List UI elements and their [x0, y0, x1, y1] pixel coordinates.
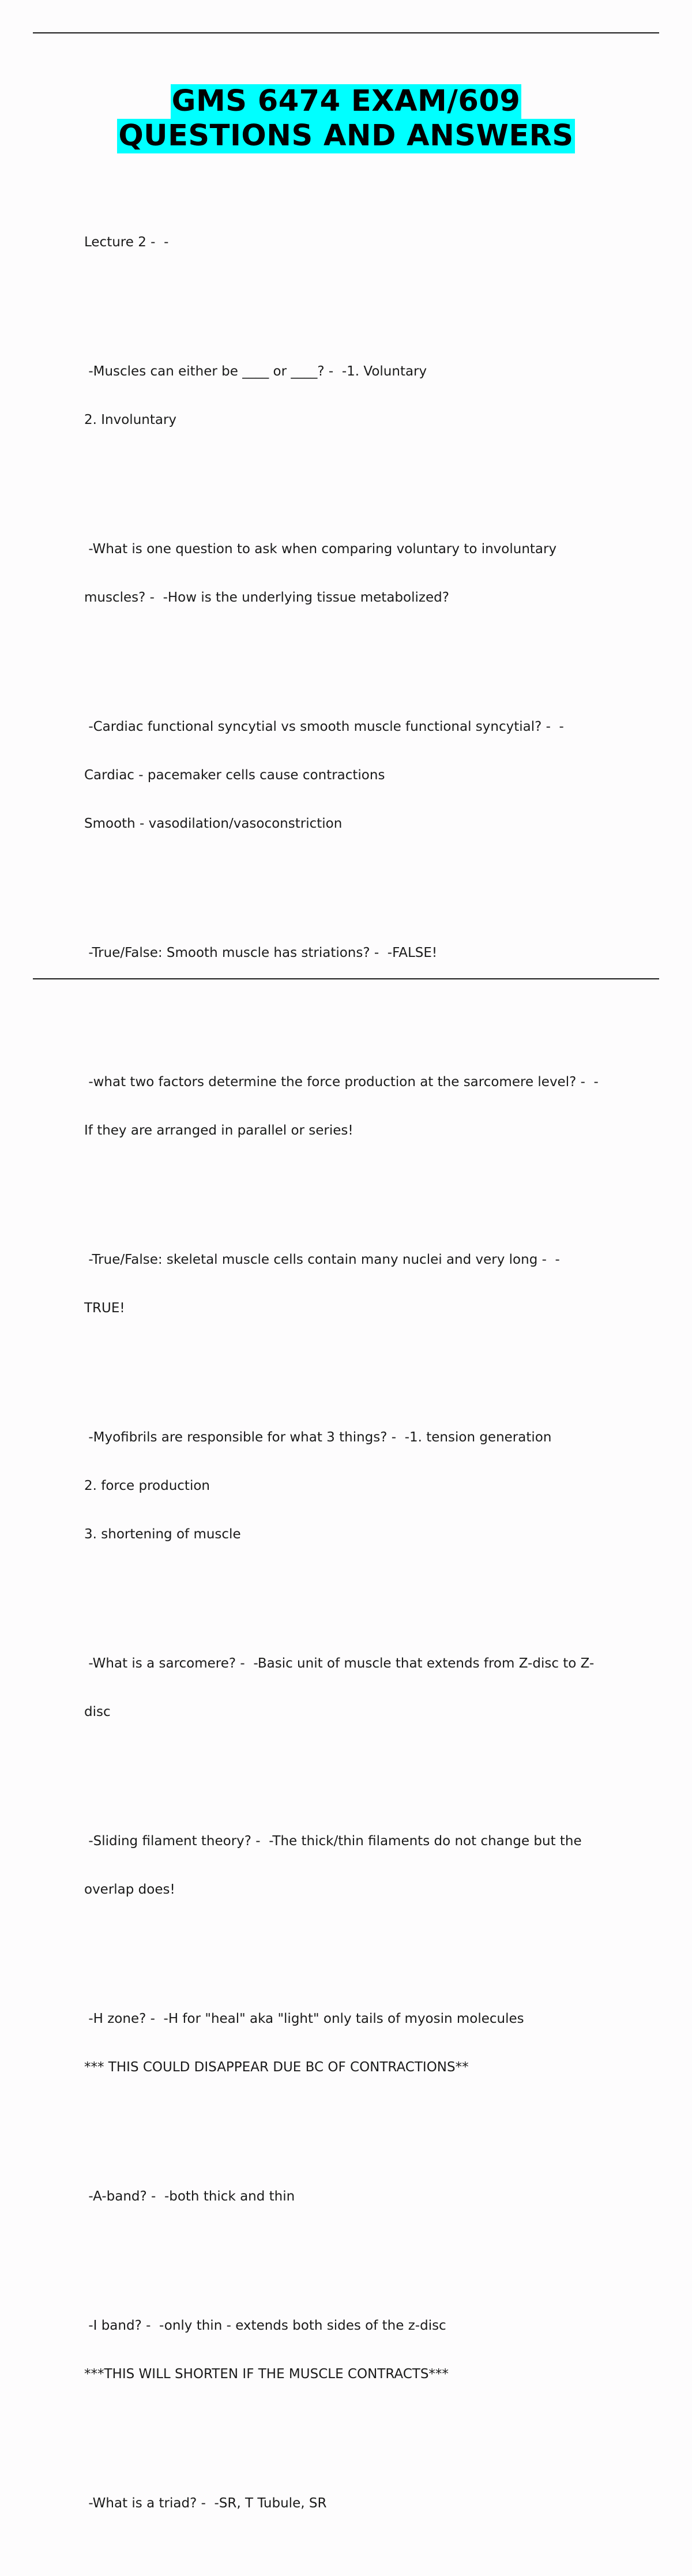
qa-item	[84, 1219, 638, 1349]
qa-item	[84, 1978, 638, 2108]
bottom-rule	[33, 978, 659, 979]
text-line: -Sliding filament theory? - -The thick/thin filaments do not change but the	[84, 1834, 582, 1849]
text-line: disc	[84, 1704, 111, 1719]
qa-item	[84, 331, 638, 460]
text-line: -Myofibrils are responsible for what 3 things? - -1. tension generation	[84, 1430, 552, 1445]
text-line: Smooth - vasodilation/vasoconstriction	[84, 816, 343, 831]
title-line-1: GMS 6474 EXAM/609	[171, 84, 521, 118]
text-line: Lecture 2 - -	[84, 235, 169, 250]
text-line: -what two factors determine the force production at the sarcomere level? - -	[84, 1075, 599, 1090]
qa-item	[84, 1801, 638, 1930]
text-line: 2. force production	[84, 1478, 210, 1493]
text-line: -Cardiac functional syncytial vs smooth muscle functional syncytial? - -	[84, 719, 564, 734]
text-line: Cardiac - pacemaker cells cause contractions	[84, 768, 385, 783]
qa-item	[84, 913, 638, 993]
text-line: overlap does!	[84, 1882, 175, 1897]
qa-item	[84, 2156, 638, 2237]
title-line-2: QUESTIONS AND ANSWERS	[118, 119, 574, 153]
text-line: -True/False: Smooth muscle has striations? - -FALSE!	[84, 945, 438, 960]
top-rule	[33, 32, 659, 33]
text-line: -What is one question to ask when comparing voluntary to involuntary	[84, 542, 557, 557]
text-line: -I band? - -only thin - extends both sides of the z-disc	[84, 2318, 446, 2333]
text-line: muscles? - -How is the underlying tissue metabolized?	[84, 590, 449, 605]
qa-content	[84, 170, 638, 2576]
qa-item	[84, 509, 638, 638]
text-line: 3. shortening of muscle	[84, 1527, 241, 1542]
qa-item	[84, 1397, 638, 1575]
document-title	[0, 84, 692, 153]
paragraph-lecture-heading	[84, 202, 638, 283]
text-line: -True/False: skeletal muscle cells contain many nuclei and very long - -	[84, 1252, 560, 1267]
qa-item	[84, 1623, 638, 1752]
text-line: -What is a sarcomere? - -Basic unit of muscle that extends from Z-disc to Z-	[84, 1656, 595, 1671]
text-line: 2. Involuntary	[84, 412, 177, 427]
text-line: If they are arranged in parallel or series!	[84, 1123, 353, 1138]
text-line: -Muscles can either be ____ or ____? - -1. Voluntary	[84, 364, 427, 379]
text-line: -What is a triad? - -SR, T Tubule, SR	[84, 2496, 327, 2511]
qa-item	[84, 2463, 638, 2544]
text-line: TRUE!	[84, 1301, 125, 1316]
text-line: -H zone? - -H for "heal" aka "light" only tails of myosin molecules	[84, 2011, 524, 2026]
text-line: *** THIS COULD DISAPPEAR DUE BC OF CONTRACTIONS**	[84, 2060, 469, 2075]
qa-item	[84, 1042, 638, 1171]
text-line: -A-band? - -both thick and thin	[84, 2189, 295, 2204]
text-line: ***THIS WILL SHORTEN IF THE MUSCLE CONTRACTS***	[84, 2367, 449, 2382]
qa-item	[84, 686, 638, 864]
qa-item	[84, 2285, 638, 2414]
